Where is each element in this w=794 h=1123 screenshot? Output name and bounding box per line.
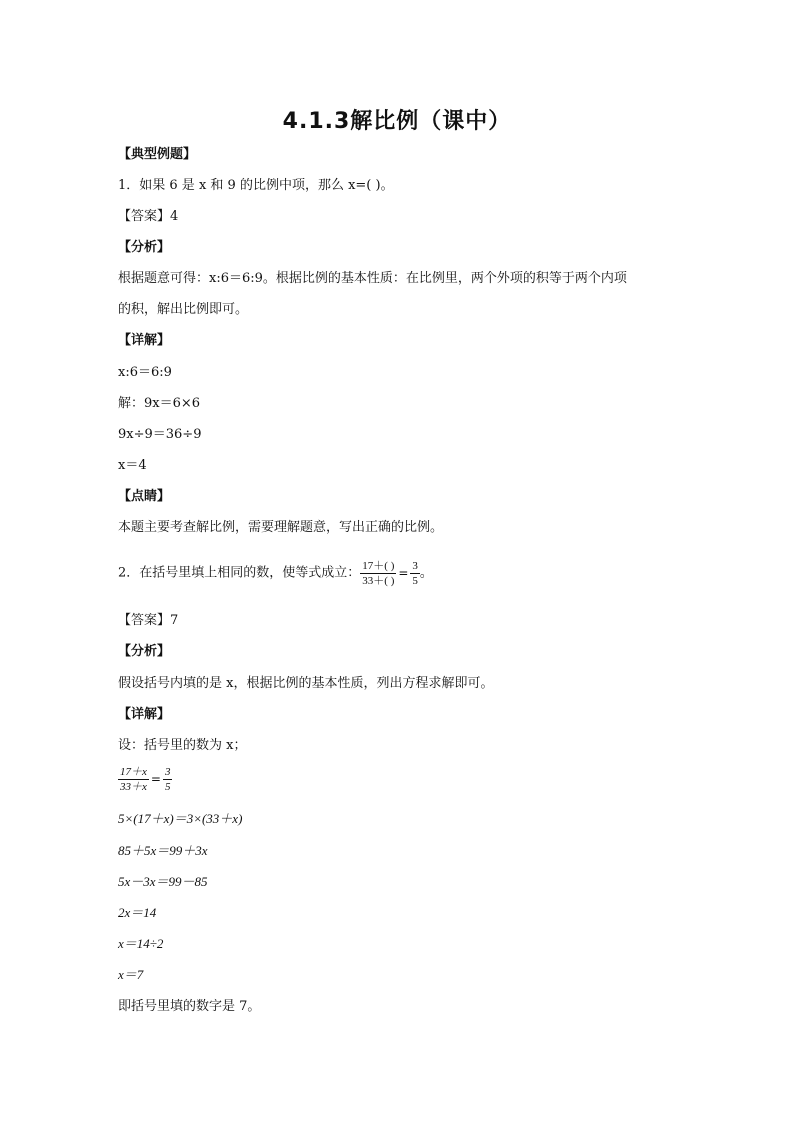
q1-comment: 本题主要考查解比例，需要理解题意，写出正确的比例。	[118, 520, 444, 535]
q2-eq-right-fraction	[163, 765, 173, 794]
q2-question-prefix: 2．在括号里填上相同的数，使等式成立：	[118, 565, 361, 581]
q2-left-denominator: 33＋( )	[362, 574, 395, 587]
q2-eq-equals: =	[150, 772, 161, 786]
q2-right-denominator: 5	[412, 574, 418, 587]
q2-question	[118, 556, 433, 591]
q2-step: 5×(17＋x)＝3×(33＋x)	[118, 811, 243, 826]
q2-equation	[118, 762, 172, 797]
q2-analysis: 假设括号内填的是 x，根据比例的基本性质，列出方程求解即可。	[118, 676, 494, 691]
q2-step: 85＋5x＝99＋3x	[118, 843, 208, 858]
q1-comment-tag: 【点睛】	[118, 489, 171, 504]
q2-right-numerator: 3	[412, 559, 418, 572]
q1-step: x:6＝6:9	[118, 365, 172, 380]
section-tag: 【典型例题】	[118, 147, 197, 162]
q2-step: 2x＝14	[118, 905, 157, 920]
q2-answer: 【答案】7	[118, 613, 179, 628]
q1-answer: 【答案】4	[118, 209, 179, 224]
q1-step: 9x÷9＝36÷9	[118, 427, 202, 442]
q2-eq-right-denominator: 5	[164, 780, 171, 793]
q2-left-fraction	[360, 559, 396, 588]
q2-question-suffix: 。	[419, 565, 433, 581]
q1-step: x＝4	[118, 458, 147, 473]
q1-detail-tag: 【详解】	[118, 333, 171, 348]
q2-analysis-tag: 【分析】	[118, 644, 171, 659]
q2-left-numerator: 17＋( )	[362, 559, 395, 572]
page-title: 4.1.3解比例（课中）	[282, 109, 512, 134]
q1-question: 1．如果 6 是 x 和 9 的比例中项，那么 x=( )。	[118, 178, 394, 193]
q1-analysis-tag: 【分析】	[118, 240, 171, 255]
q1-step: 解：9x＝6×6	[118, 396, 201, 411]
q2-step: 5x－3x＝99－85	[118, 874, 208, 889]
q2-conclusion: 即括号里填的数字是 7。	[118, 999, 261, 1014]
q2-detail-tag: 【详解】	[118, 707, 171, 722]
q2-eq-left-fraction	[118, 765, 149, 794]
q2-eq-denominator: 33＋x	[120, 780, 147, 793]
q2-right-fraction	[410, 559, 420, 588]
q1-analysis-line2: 的积，解出比例即可。	[118, 302, 249, 317]
q2-eq-numerator: 17＋x	[120, 765, 147, 778]
q2-eq-right-numerator: 3	[164, 765, 171, 778]
q2-step: x＝14÷2	[118, 936, 164, 951]
q2-equals: =	[398, 566, 409, 580]
q1-analysis-line1: 根据题意可得：x:6＝6:9。根据比例的基本性质：在比例里，两个外项的积等于两个内项	[118, 271, 627, 286]
q2-step: x＝7	[118, 967, 144, 982]
q2-set: 设：括号里的数为 x；	[118, 738, 247, 753]
